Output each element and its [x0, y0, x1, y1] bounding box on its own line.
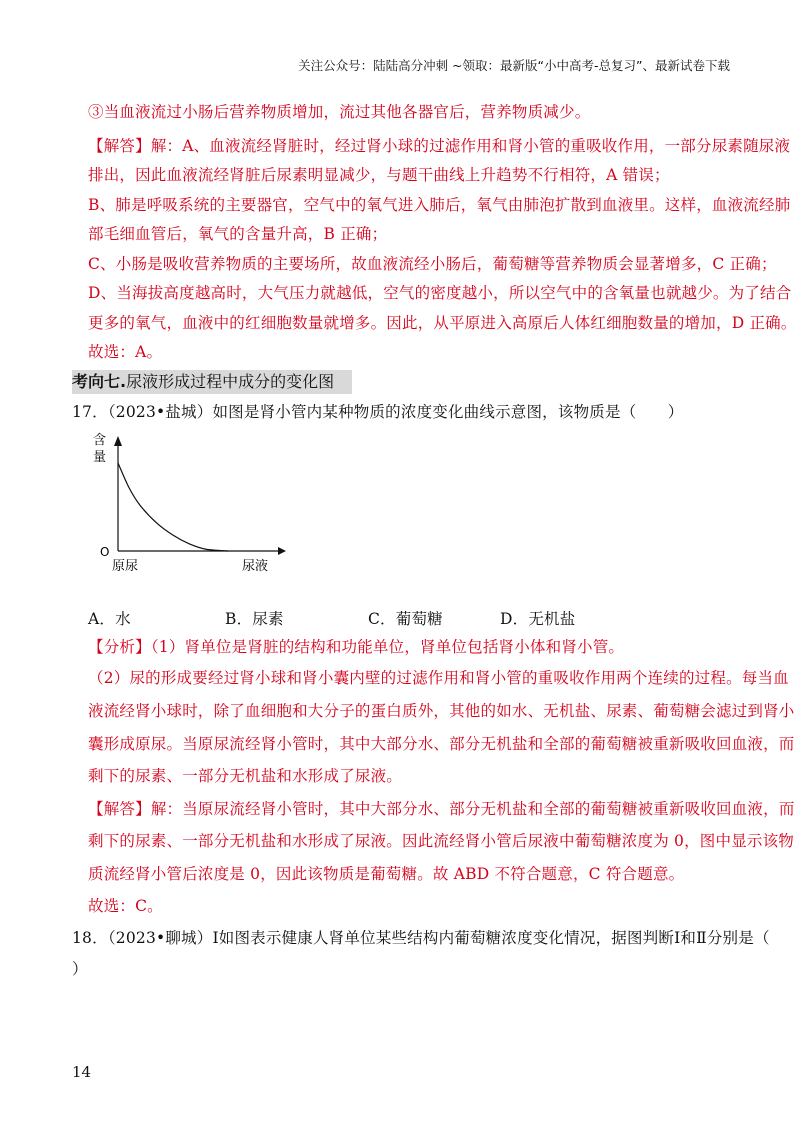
q17-option-a: A．水 — [88, 610, 131, 628]
q17-analysis-line-0 — [88, 635, 624, 657]
page-header: 关注公众号：陆陆高分冲刺 ~领取：最新版“小中高考-总复习”、最新试卷下载 — [298, 58, 730, 73]
prev-answer-line-6: 更多的氧气，血液中的红细胞数量就增多。因此，从平原进入高原后人体红细胞数量的增加，D 正确。 — [88, 314, 797, 332]
q17-analysis-line-2: 液流经肾小球时，除了血细胞和大分子的蛋白质外，其他的如水、无机盐、尿素、葡萄糖会滤过到肾小 — [88, 702, 795, 720]
ylabel-char-1: 含 — [93, 433, 107, 448]
answer-text: 解：A、血液流经肾脏时，经过肾小球的过滤作用和肾小管的重吸收作用，一部分尿素随尿液 — [150, 137, 791, 155]
section-title — [72, 370, 352, 394]
q17-option-b: B．尿素 — [225, 610, 284, 628]
analysis-tag: 【分析】 — [88, 638, 151, 656]
prev-answer-line-4: C、小肠是吸收营养物质的主要场所，故血液流经小肠后，葡萄糖等营养物质会显著增多，C 正确； — [88, 255, 777, 273]
answer-tag: 【解答】 — [88, 137, 151, 155]
q17-stem: 17．（2023•盐城）如图是肾小管内某种物质的浓度变化曲线示意图，该物质是（ ） — [72, 403, 684, 421]
q17-answer-line-2: 质流经肾小管后浓度是 0，因此该物质是葡萄糖。故 ABD 不符合题意，C 符合题意。 — [88, 865, 685, 883]
q17-choice: 故选：C。 — [88, 897, 163, 915]
series-line — [118, 463, 228, 551]
prev-answer-line-3: 部毛细血管后，氧气的含量升高，B 正确； — [88, 225, 388, 243]
xlabel-left: 原尿 — [112, 559, 139, 574]
q18-stem-line-2: ） — [72, 960, 88, 978]
q17-answer-line-0 — [88, 797, 795, 819]
q17-answer-line-1: 剩下的尿素、一部分无机盐和水形成了尿液。因此流经肾小管后尿液中葡萄糖浓度为 0，图中显示该物 — [88, 832, 794, 850]
xlabel-right: 尿液 — [242, 559, 269, 574]
prev-answer-line-5: D、当海拔高度越高时，大气压力就越低，空气的密度越小，所以空气中的含氧量也就越少。为了结合 — [88, 284, 792, 302]
answer-tag: 【解答】 — [88, 800, 151, 818]
section-title-text: 尿液形成过程中成分的变化图 — [126, 372, 335, 391]
q17-analysis-line-3: 囊形成原尿。当原尿流经肾小管时，其中大部分水、部分无机盐和全部的葡萄糖被重新吸收回血液，而 — [88, 735, 795, 753]
analysis-text: （1）肾单位是肾脏的结构和功能单位，肾单位包括肾小体和肾小管。 — [150, 638, 625, 656]
ylabel-char-2: 量 — [93, 450, 107, 465]
q18-stem-line-1: 18．（2023•聊城）Ⅰ如图表示健康人肾单位某些结构内葡萄糖浓度变化情况，据图判断Ⅰ和Ⅱ分别是（ — [72, 929, 770, 947]
answer-text: 解：当原尿流经肾小管时，其中大部分水、部分无机盐和全部的葡萄糖被重新吸收回血液，而 — [150, 800, 795, 818]
section-prefix: 考向七. — [72, 372, 127, 391]
q17-analysis-line-1: （2）尿的形成要经过肾小球和肾小囊内壁的过滤作用和肾小管的重吸收作用两个连续的过程。每当血 — [88, 669, 789, 687]
prev-answer-line-2: B、肺是呼吸系统的主要器官，空气中的氧气进入肺后，氧气由肺泡扩散到血液里。这样，血液流经肺 — [88, 196, 791, 214]
y-axis-arrow — [114, 436, 122, 446]
prev-choice: 故选：A。 — [88, 343, 163, 361]
x-axis-arrow — [278, 547, 286, 555]
q17-analysis-line-4: 剩下的尿素、一部分无机盐和水形成了尿液。 — [88, 767, 403, 785]
q17-option-d: D．无机盐 — [500, 610, 576, 628]
q17-option-c: C．葡萄糖 — [368, 610, 443, 628]
prev-item-3: ③当血液流过小肠后营养物质增加，流过其他各器官后，营养物质减少。 — [88, 103, 591, 121]
prev-answer-line-1: 排出，因此血液流经肾脏后尿素明显减少，与题干曲线上升趋势不行相符，A 错误； — [88, 166, 670, 184]
prev-answer-line-0 — [88, 134, 790, 156]
origin-label: O — [100, 545, 110, 559]
page-number: 14 — [72, 1063, 92, 1081]
q17-chart — [88, 428, 298, 578]
